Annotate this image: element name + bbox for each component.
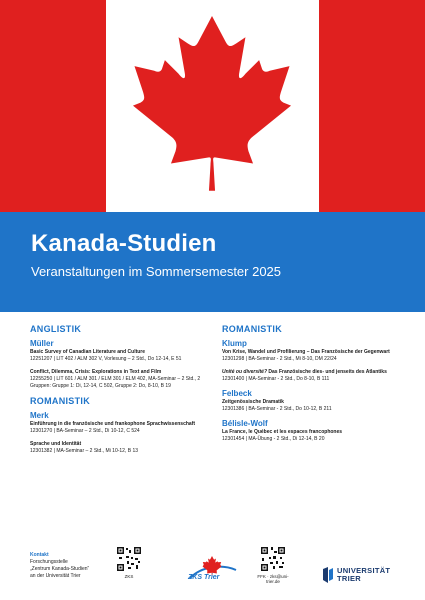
course-title: Einführung in die französische und frankophone Sprachwissenschaft — [30, 421, 196, 427]
course-detail: 12255250 | LIT 601 / ALM 301 / ELM 301 / ELM 402, MA-Seminar – 2 Std., 2 Gruppen: Gruppe 1: Di, 12-14, C 502, Gruppe 2: Do, 8-10, B 19 — [30, 376, 201, 389]
page-subtitle: Veranstaltungen im Sommersemester 2025 — [31, 264, 282, 279]
zks-logo-text: ZKS Trier — [188, 574, 220, 581]
course-title: Conflict, Dilemma, Crisis: Explorations in Text and Film — [30, 369, 162, 375]
university-logo-text — [337, 567, 390, 583]
contact-line: an der Universität Trier — [30, 573, 81, 579]
instructor-name: Klump — [222, 339, 247, 348]
instructor-name: Felbeck — [222, 389, 252, 398]
contact-line: „Zentrum Kanada-Studien“ — [30, 566, 90, 572]
university-name-line2: TRIER — [337, 574, 361, 583]
instructor-name: Bélisle-Wolf — [222, 419, 268, 428]
left-column — [30, 324, 212, 461]
instructor-name: Müller — [30, 339, 54, 348]
contact-block — [30, 552, 89, 580]
course-title: La France, le Québec et les espaces francophones — [222, 429, 343, 435]
qr-caption: FFK · zks@uni-trier.de — [257, 574, 289, 584]
section-heading-romanistik: ROMANISTIK — [30, 396, 90, 406]
course-title-rest: Das Französische dies- und jenseits des Atlantiks — [268, 369, 387, 375]
maple-leaf-icon — [0, 0, 425, 212]
qr-code-icon[interactable] — [116, 546, 142, 572]
instructor-name: Merk — [30, 411, 49, 420]
qr-code-icon[interactable] — [260, 546, 286, 572]
university-logo-icon — [322, 567, 334, 583]
right-column — [222, 324, 402, 449]
course-detail: 12301400 | MA-Seminar - 2 Std., Do 8-10, B 111 — [222, 376, 330, 382]
title-banner — [0, 212, 425, 312]
course-detail: 12301386 | BA-Seminar - 2 Std., Do 10-12, B 211 — [222, 406, 332, 412]
course-title: Sprache und Identität — [30, 441, 82, 447]
course-detail: 12301382 | MA-Seminar – 2 Std., Mi 10-12, B 13 — [30, 448, 139, 454]
course-title: Von Krise, Wandel und Profilierung – Das Französische der Gegenwart — [222, 349, 390, 355]
course-detail: 12301270 | BA-Seminar – 2 Std., Di 10-12, C 524 — [30, 428, 140, 434]
page-title: Kanada-Studien — [31, 230, 217, 257]
course-detail: 12251207 | LIT 402 / ALM 302 V, Vorlesung – 2 Std., Do 12-14, E 51 — [30, 356, 182, 362]
contact-line: Forschungsstelle — [30, 559, 68, 565]
course-detail: 12301298 | BA-Seminar - 2 Std., Mi 8-10, DM 22/24 — [222, 356, 337, 362]
course-title-italic: Unité ou diversité? — [222, 369, 268, 375]
course-title: Basic Survey of Canadian Literature and Culture — [30, 349, 146, 355]
section-heading-romanistik: ROMANISTIK — [222, 324, 282, 334]
canadian-flag — [0, 0, 425, 212]
university-name-line1: UNIVERSITÄT — [337, 566, 391, 575]
course-title — [222, 369, 402, 376]
course-title: Zeitgenössische Dramatik — [222, 399, 284, 405]
section-heading-anglistik: ANGLISTIK — [30, 324, 82, 334]
course-detail: 12301454 | MA-Übung - 2 Std., Di 12-14, B 20 — [222, 436, 325, 442]
footer — [0, 540, 425, 600]
contact-label: Kontakt — [30, 552, 49, 558]
qr-caption: ZKS — [124, 574, 134, 579]
